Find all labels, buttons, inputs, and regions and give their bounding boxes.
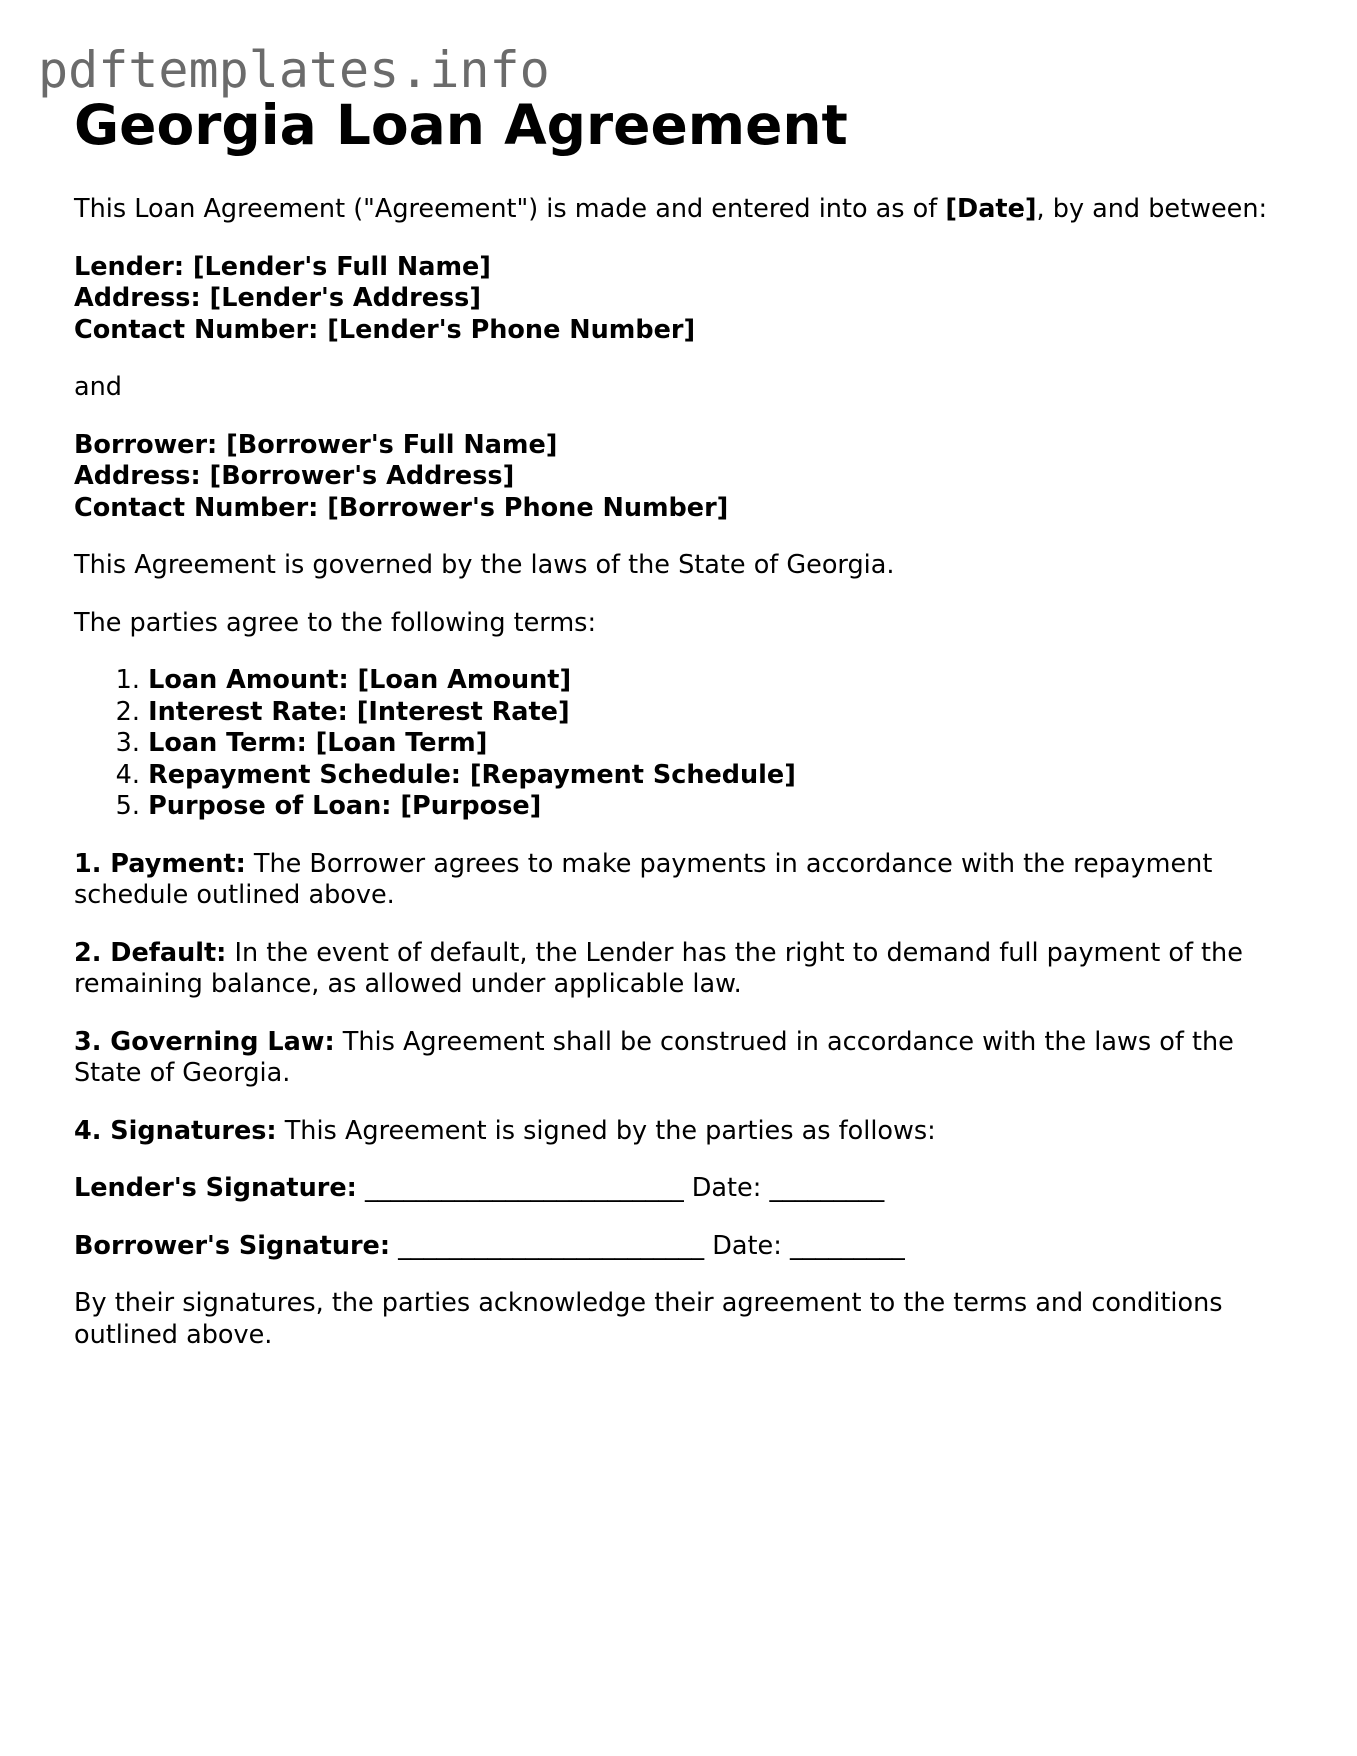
lender-date-field[interactable]: _________ bbox=[769, 1173, 885, 1203]
borrower-signature-label: Borrower's Signature: bbox=[74, 1230, 391, 1261]
list-item-number: 5. bbox=[115, 791, 140, 821]
list-item-label: Repayment Schedule: [Repayment Schedule] bbox=[148, 759, 796, 790]
intro-paragraph bbox=[74, 194, 1294, 226]
governed-text: This Agreement is governed by the laws of the State of Georgia. bbox=[74, 550, 895, 580]
list-item-number: 1. bbox=[115, 665, 140, 695]
payment-section bbox=[74, 849, 1294, 912]
governing-law-section bbox=[74, 1027, 1294, 1090]
lender-contact: Contact Number: [Lender's Phone Number] bbox=[74, 314, 696, 345]
list-item-label: Interest Rate: [Interest Rate] bbox=[148, 696, 570, 727]
lender-name: Lender: [Lender's Full Name] bbox=[74, 251, 491, 282]
borrower-date-field[interactable]: _________ bbox=[789, 1230, 905, 1261]
borrower-name: Borrower: [Borrower's Full Name] bbox=[74, 429, 558, 460]
lender-signature-line bbox=[74, 1173, 1294, 1205]
list-item bbox=[74, 697, 1294, 729]
payment-text: The Borrower agrees to make payments in accordance with the repayment schedule outlined above. bbox=[74, 848, 1213, 910]
intro-text-end: , by and between: bbox=[1036, 194, 1268, 224]
page-title: Georgia Loan Agreement bbox=[74, 93, 848, 157]
borrower-date-label: Date: bbox=[712, 1230, 782, 1261]
signatures-text: This Agreement is signed by the parties as follows: bbox=[276, 1115, 936, 1146]
signatures-section bbox=[74, 1116, 1294, 1148]
terms-list bbox=[74, 665, 1294, 823]
list-item-label: Loan Term: [Loan Term] bbox=[148, 728, 488, 758]
signatures-heading: 4. Signatures: bbox=[74, 1115, 277, 1146]
borrower-address: Address: [Borrower's Address] bbox=[74, 461, 515, 491]
watermark: pdftemplates.info bbox=[38, 41, 550, 99]
list-item-number: 2. bbox=[115, 696, 140, 727]
document-body bbox=[74, 194, 1294, 1377]
default-section bbox=[74, 938, 1294, 1001]
borrower-contact: Contact Number: [Borrower's Phone Number] bbox=[74, 492, 729, 523]
intro-text: This Loan Agreement ("Agreement") is made and entered into as of bbox=[74, 194, 946, 224]
lender-block bbox=[74, 252, 1294, 347]
lender-date-label: Date: bbox=[691, 1173, 762, 1203]
terms-intro: The parties agree to the following terms: bbox=[74, 607, 597, 638]
borrower-signature-field[interactable]: ________________________ bbox=[398, 1230, 705, 1261]
and-text: and bbox=[74, 372, 122, 402]
list-item bbox=[74, 728, 1294, 760]
governing-law-heading: 3. Governing Law: bbox=[74, 1026, 335, 1057]
list-item bbox=[74, 760, 1294, 792]
list-item bbox=[74, 665, 1294, 697]
default-text: In the event of default, the Lender has the right to demand full payment of the remaining balance, as allowed under applicable law. bbox=[74, 937, 1243, 999]
lender-signature-label: Lender's Signature: bbox=[74, 1173, 357, 1203]
governing-law-text: This Agreement shall be construed in accordance with the laws of the State of Georgia. bbox=[74, 1026, 1234, 1088]
list-item-number: 3. bbox=[115, 728, 140, 758]
borrower-signature-line bbox=[74, 1231, 1294, 1263]
lender-signature-field[interactable]: _________________________ bbox=[364, 1173, 684, 1203]
borrower-block bbox=[74, 430, 1294, 525]
lender-address: Address: [Lender's Address] bbox=[74, 283, 482, 313]
list-item bbox=[74, 791, 1294, 823]
list-item-number: 4. bbox=[115, 759, 140, 790]
default-heading: 2. Default: bbox=[74, 937, 227, 968]
list-item-label: Loan Amount: [Loan Amount] bbox=[148, 665, 572, 695]
payment-heading: 1. Payment: bbox=[74, 848, 246, 879]
date-placeholder: [Date] bbox=[945, 194, 1037, 224]
list-item-label: Purpose of Loan: [Purpose] bbox=[148, 791, 542, 821]
closing-text: By their signatures, the parties acknowledge their agreement to the terms and conditions outlined above. bbox=[74, 1288, 1223, 1350]
